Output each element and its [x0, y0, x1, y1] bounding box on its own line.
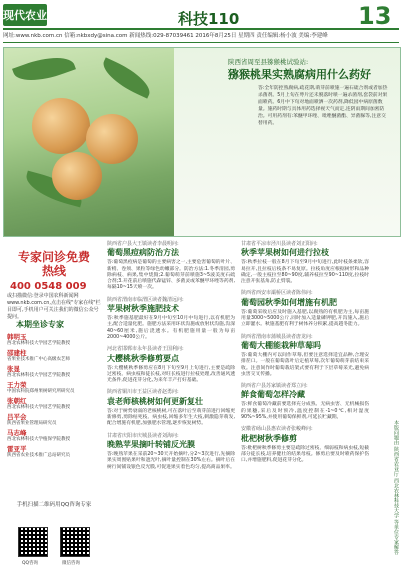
story-headline: 枇杷树秋季修剪 — [241, 433, 297, 443]
story-body: 答:枇杷树秋季修剪主要是疏除过密枝、细弱枝和病虫枝,短截部分徒长枝,培养健壮的结果母枝。修剪后要及时喷药保护伤口,并增施肥料,促进花芽分化。 — [241, 445, 369, 464]
expert-name: 韩明玉 — [7, 333, 27, 341]
story-source: 陕西省西安市灞桥区读者陈伟问: — [241, 290, 313, 297]
leaf-shape — [97, 57, 155, 98]
experts-title: 本期坐诊专家 — [16, 320, 64, 329]
story-source: 陕西省渭南市临渭区读者魏清远问: — [107, 296, 184, 303]
newspaper-logo: 现代农业 — [3, 4, 47, 26]
story — [241, 290, 369, 328]
leaf-shape — [12, 48, 76, 89]
expert-desc: 省果业技术推广中心高级农艺师 — [7, 357, 70, 362]
story-source: 陕西省渭南市蒲城县读者唐龙问: — [241, 333, 313, 340]
expert-entry — [7, 365, 101, 379]
expert-name: 马志峰 — [7, 429, 27, 437]
expert-name: 张显 — [7, 365, 20, 373]
story — [107, 241, 235, 292]
expert-name: 雷亚平 — [7, 445, 27, 453]
consult-instructions: 或扫描微信:登录中国农科新闻网 www.nkb.com.cn,点击在线"专家在线"栏目即可,手机用户可关注我们的微信公众号提问。 — [7, 293, 101, 320]
expert-desc: 西北农林科技大学园艺学院教授 — [7, 341, 70, 346]
story-source: 陕西省铜川市王益区读者赵勇问: — [107, 389, 179, 396]
qr-label: QQ咨询 — [22, 561, 39, 566]
peach-fruit — [86, 114, 138, 164]
story-body: 答:晚熟苹果在采前20~30天开始摘叶,分2~3次进行,先摘除果实周围贴果叶和遮光叶,摘叶量控制在30%左右。摘叶后在树行间铺设银色反光膜,可促进果实着色均匀,提高商品果率。 — [107, 451, 235, 470]
story-source: 陕西省户县苏家镇读者郑立问: — [241, 383, 308, 390]
expert-list — [7, 333, 101, 461]
expert-entry — [7, 397, 101, 411]
expert-desc: 西北农林科技大学植保学院教授 — [7, 437, 70, 442]
expert-name: 吕平会 — [7, 413, 27, 421]
story-body: 答:大樱桃秋季修剪应在8月下旬至9月上旬进行,主要是疏除过密枝、病虫枝和徒长枝,对旺长枝进行拉枝处理,改善通风透光条件,促进花芽分化,为来年丰产打好基础。 — [107, 365, 235, 384]
story-headline: 鲜食葡萄怎样冷藏 — [241, 390, 305, 400]
consult-title: 专家问诊免费热线 — [17, 250, 90, 278]
expert-name: 张朝红 — [7, 397, 27, 405]
story — [241, 241, 369, 285]
hotline-number: 400 0548 009 — [10, 281, 87, 292]
story-headline: 秋季苹果树如何进行拉枝 — [241, 248, 329, 258]
story-headline: 葡萄园秋季如何增施有机肥 — [241, 297, 337, 307]
story-headline: 葡萄大棚能栽种草莓吗 — [241, 340, 321, 350]
story — [107, 346, 235, 384]
hero-kicker: 陕西省周至县猕猴桃试验站: — [228, 58, 309, 66]
story — [241, 426, 369, 464]
story — [107, 297, 235, 341]
story-body: 答:秋季施基肥最好在9月中旬至10月中旬进行,以有机肥为主,配合适量化肥。施肥方法采用环状沟施或放射状沟施,沟深40~60厘米,施后浇透水。有机肥施用量一般为每亩2000~4000公斤。 — [107, 316, 235, 340]
middle-column — [107, 239, 235, 476]
expert-entry — [7, 413, 101, 427]
peach-photo — [4, 48, 174, 237]
vertical-sidebar-text: 本版问题由 陕西省农业厅 西北农林科技大学 等单位专家解答 — [393, 420, 399, 555]
story-source: 安徽省砀山县惠农读者张峻峰问: — [241, 426, 313, 433]
story-body: 答:对于树势衰弱的老核桃树,可在落叶后至萌芽前进行回缩更新修剪,剪除枯死枝、病虫枝,回缩多年生大枝,刺激隐芽萌发,配合增施有机肥,加强肥水管理,逐步恢复树势。 — [107, 408, 235, 427]
expert-entry — [7, 445, 101, 459]
section-title: 科技110 — [178, 10, 240, 28]
qr-code-qq[interactable] — [18, 527, 48, 557]
expert-desc: 陕西省农业技术推广总站研究员 — [7, 453, 70, 458]
expert-desc: 西北农林科技大学园艺学院教授 — [7, 373, 70, 378]
info-divider — [3, 42, 399, 43]
story-body: 答:葡萄黑痘病是葡萄的主要病害之一,主要危害葡萄的叶片、新梢、卷须、果粒等绿色幼嫩部分。防治方法:1.冬季清园,剪除病枝、病果,集中烧毁;2.葡萄萌芽前喷施3~5波美度石硫合剂;3.开花前后喷施代森锰锌、多菌灵或苯醚甲环唑等药剂,每隔10~15天喷一次。 — [107, 260, 235, 291]
expert-entry — [7, 333, 101, 347]
qr-label: 微信咨询 — [62, 561, 80, 566]
story — [241, 383, 369, 421]
qq-title: 手机扫描二维码用QQ咨询专家 — [16, 502, 92, 508]
masthead — [0, 0, 402, 46]
expert-entry — [7, 349, 101, 363]
page-number: 13 — [358, 2, 392, 30]
peach-fruit — [52, 152, 102, 200]
info-bar: 网址:www.nkb.com.cn 信箱:nkbxdy@sina.com 新闻热线:029-87039461 2016年8月25日 星期四 责任编辑:杨小波 美编:李建峰 — [3, 33, 328, 39]
expert-desc: 西北农林科技大学园艺学院教授 — [7, 405, 70, 410]
story — [107, 433, 235, 471]
right-column — [241, 239, 369, 470]
peach-fruit — [32, 98, 90, 154]
story-headline: 袁老师核桃树如何更新复壮 — [107, 396, 203, 406]
expert-desc: 中国农科院郑州果树研究所研究员 — [7, 389, 75, 394]
qr-code-wechat[interactable] — [60, 527, 90, 557]
story-headline: 晚熟苹果摘叶转铺反光膜 — [107, 439, 195, 449]
expert-name: 王力荣 — [7, 381, 27, 389]
story-body: 答:葡萄采收后应及时施入基肥,以腐熟的有机肥为主,每亩施用量3000~5000公斤,同时加入适量磷钾肥,开沟施入,施后立即灌水。秋施基肥有利于树体养分积累,提高越冬能力。 — [241, 309, 369, 328]
story-body: 答:鲜食葡萄冷藏前要选择充分成熟、无病虫害、无机械损伤的果穗,采后及时预冷,温度控制在-1~0℃,相对湿度90%~95%,并使用葡萄保鲜剂,可延长贮藏期。 — [241, 402, 369, 421]
story-source: 甘肃省庆阳市庆城县读者刘海问: — [107, 432, 179, 439]
expert-desc: 陕西省果业管理局研究员 — [7, 421, 57, 426]
story-body: 答:秋季拉枝一般在8月下旬至9月中旬进行,此时枝条柔软,容易拉开,且拉枝后枝条不易复原。拉枝角度应根据树形和品种确定,一般主枝拉至80~90度,辅养枝拉至90~110度,拉枝时注意开张基角,防止劈裂。 — [241, 260, 369, 285]
expert-entry — [7, 381, 101, 395]
story-body: 答:葡萄大棚内可以间作草莓,但要注意选择适宜品种,合理安排茬口。一般在葡萄落叶后定植草莓,次年葡萄萌芽前结束采收。注意间作时葡萄栽培架式要有利于下层草莓采光,避免病虫害交叉传播。 — [241, 352, 369, 377]
story-source: 甘肃省平凉市泾川县读者刘正阳问: — [241, 241, 318, 247]
story-headline: 苹果树秋季施肥技术 — [107, 304, 179, 314]
story-source: 河北省邯郸市永年县读者王国利问: — [107, 346, 184, 353]
story-headline: 葡萄黑痘病防治方法 — [107, 248, 179, 258]
expert-name: 邵建柱 — [7, 349, 27, 357]
expert-entry — [7, 429, 101, 443]
story — [241, 334, 369, 378]
story-source: 陕西省户县大王镇读者李晨明问: — [107, 241, 179, 247]
hero-body: 答:全年防控熟腐病,疏花期,萌芽前喷施一遍石硫合剂或者加热杀菌剂。5月上旬在萼片还未脱落时喷一遍杀菌剂,套袋前对果面喷药。6月中下旬对地面喷洒一次药剂,降低园中病原菌数量。施药时期与具体用药选择视天气而定,连阴雨期间加密防治。可用药剂有:苯醚甲环唑、吡唑醚菌酯、异菌脲等,注意交替用药。 — [258, 86, 388, 126]
story — [107, 389, 235, 427]
hero-headline: 猕猴桃果实熟腐病用什么药好 — [228, 68, 371, 81]
story-headline: 大樱桃秋季修剪要点 — [107, 353, 179, 363]
